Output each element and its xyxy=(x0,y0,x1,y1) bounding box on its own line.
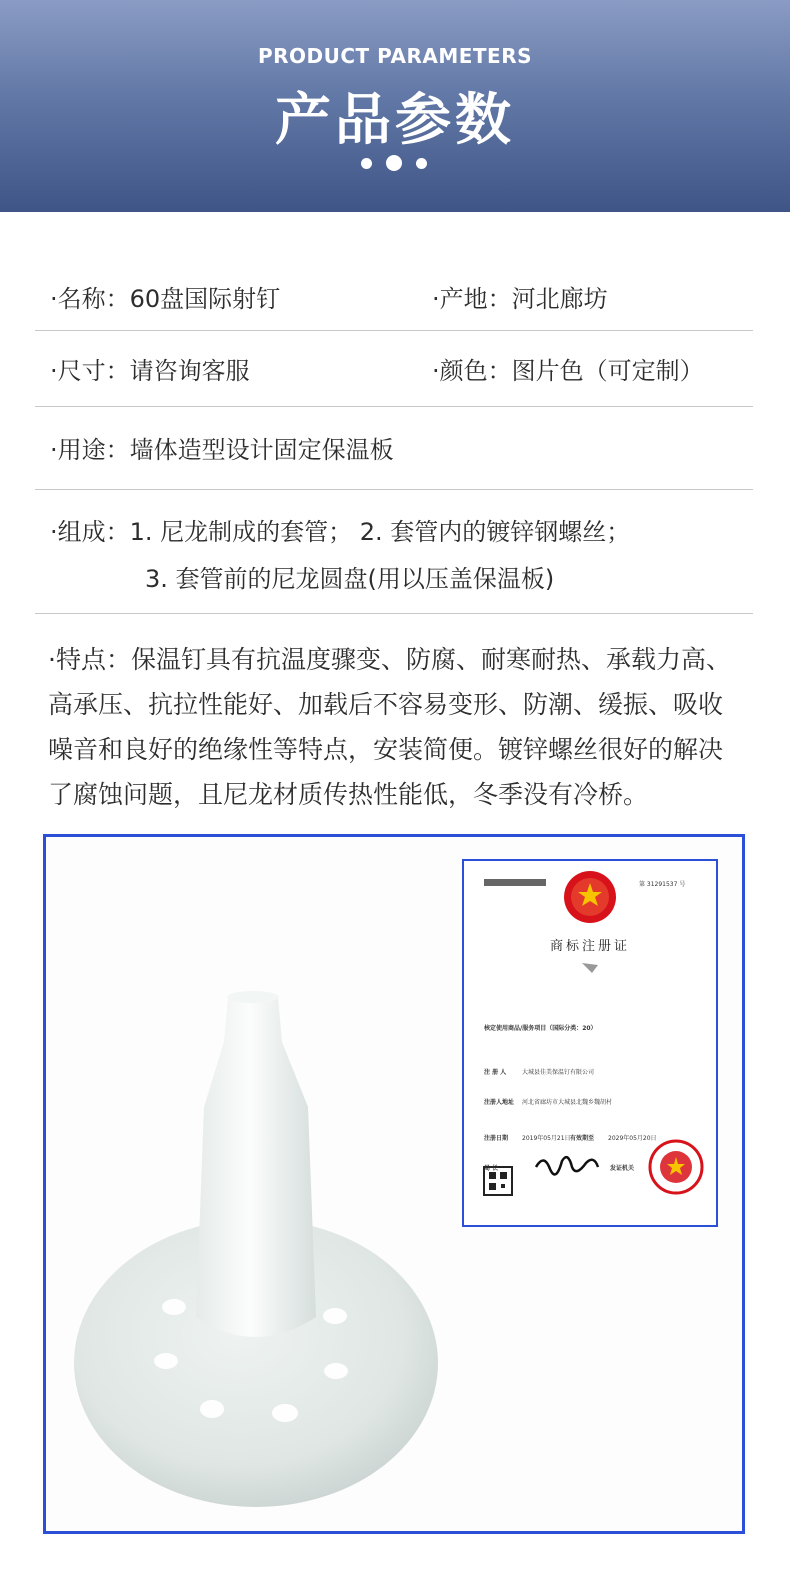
dot-icon xyxy=(416,158,427,169)
cert-valid: 2029年05月20日 xyxy=(608,1135,657,1142)
disc-hole xyxy=(154,1353,178,1369)
divider xyxy=(35,489,753,490)
trademark-certificate xyxy=(462,859,718,1227)
cert-registrant-label: 注 册 人 xyxy=(484,1069,507,1076)
disc-hole xyxy=(272,1404,298,1422)
cert-valid-label: 有效期至 xyxy=(570,1135,595,1142)
dot-icon xyxy=(386,155,402,171)
sleeve-top xyxy=(227,991,279,1003)
cert-title: 商标注册证 xyxy=(549,939,630,954)
nylon-sleeve xyxy=(196,997,316,1337)
features-line: 噪音和良好的绝缘性等特点，安装简便。镀锌螺丝很好的解决 xyxy=(48,735,724,764)
disc-hole xyxy=(324,1363,348,1379)
dot-icon xyxy=(361,158,372,169)
cert-address-label: 注册人地址 xyxy=(484,1099,515,1106)
spec-composition-2: 3. 套管前的尼龙圆盘(用以压盖保温板) xyxy=(145,565,555,593)
divider xyxy=(35,330,753,331)
cert-director-label: 局 长 xyxy=(484,1165,499,1172)
cert-address: 河北省廊坊市大城县北魏乡魏胡村 xyxy=(522,1099,613,1106)
cert-issuer-label: 发证机关 xyxy=(610,1165,635,1172)
header-dots xyxy=(0,155,790,171)
header-title-zh: 产品参数 xyxy=(275,88,515,153)
cert-number: 第 31291537 号 xyxy=(639,881,686,888)
features-line: 了腐蚀问题，且尼龙材质传热性能低，冬季没有冷桥。 xyxy=(48,780,649,809)
spec-size: ·尺寸：请咨询客服 xyxy=(50,357,250,385)
divider xyxy=(35,406,753,407)
header-title-en: PRODUCT PARAMETERS xyxy=(257,44,533,68)
features-paragraph xyxy=(48,637,748,817)
cert-scope: 核定使用商品/服务项目（国际分类：20） xyxy=(484,1025,597,1032)
disc-hole xyxy=(323,1308,347,1324)
disc-hole xyxy=(200,1400,224,1418)
spec-origin: ·产地：河北廊坊 xyxy=(432,285,608,313)
spec-color: ·颜色：图片色（可定制） xyxy=(432,357,704,385)
disc-hole xyxy=(162,1299,186,1315)
features-line: ·特点：保温钉具有抗温度骤变、防腐、耐寒耐热、承载力高、 xyxy=(48,645,731,674)
cert-date-label: 注册日期 xyxy=(484,1135,509,1142)
features-line: 高承压、抗拉性能好、加载后不容易变形、防潮、缓振、吸收 xyxy=(48,690,724,719)
cert-date: 2019年05月21日 xyxy=(522,1135,571,1142)
divider xyxy=(35,613,753,614)
spec-name: ·名称：60盘国际射钉 xyxy=(50,285,281,313)
cert-registrant: 大城县佳美保温钉有限公司 xyxy=(522,1069,595,1076)
header-banner xyxy=(0,0,790,212)
certificate-graphics xyxy=(464,861,716,1225)
spec-composition-1: ·组成：1. 尼龙制成的套管； 2. 套管内的镀锌钢螺丝； xyxy=(50,518,631,546)
spec-usage: ·用途：墙体造型设计固定保温板 xyxy=(50,436,394,464)
